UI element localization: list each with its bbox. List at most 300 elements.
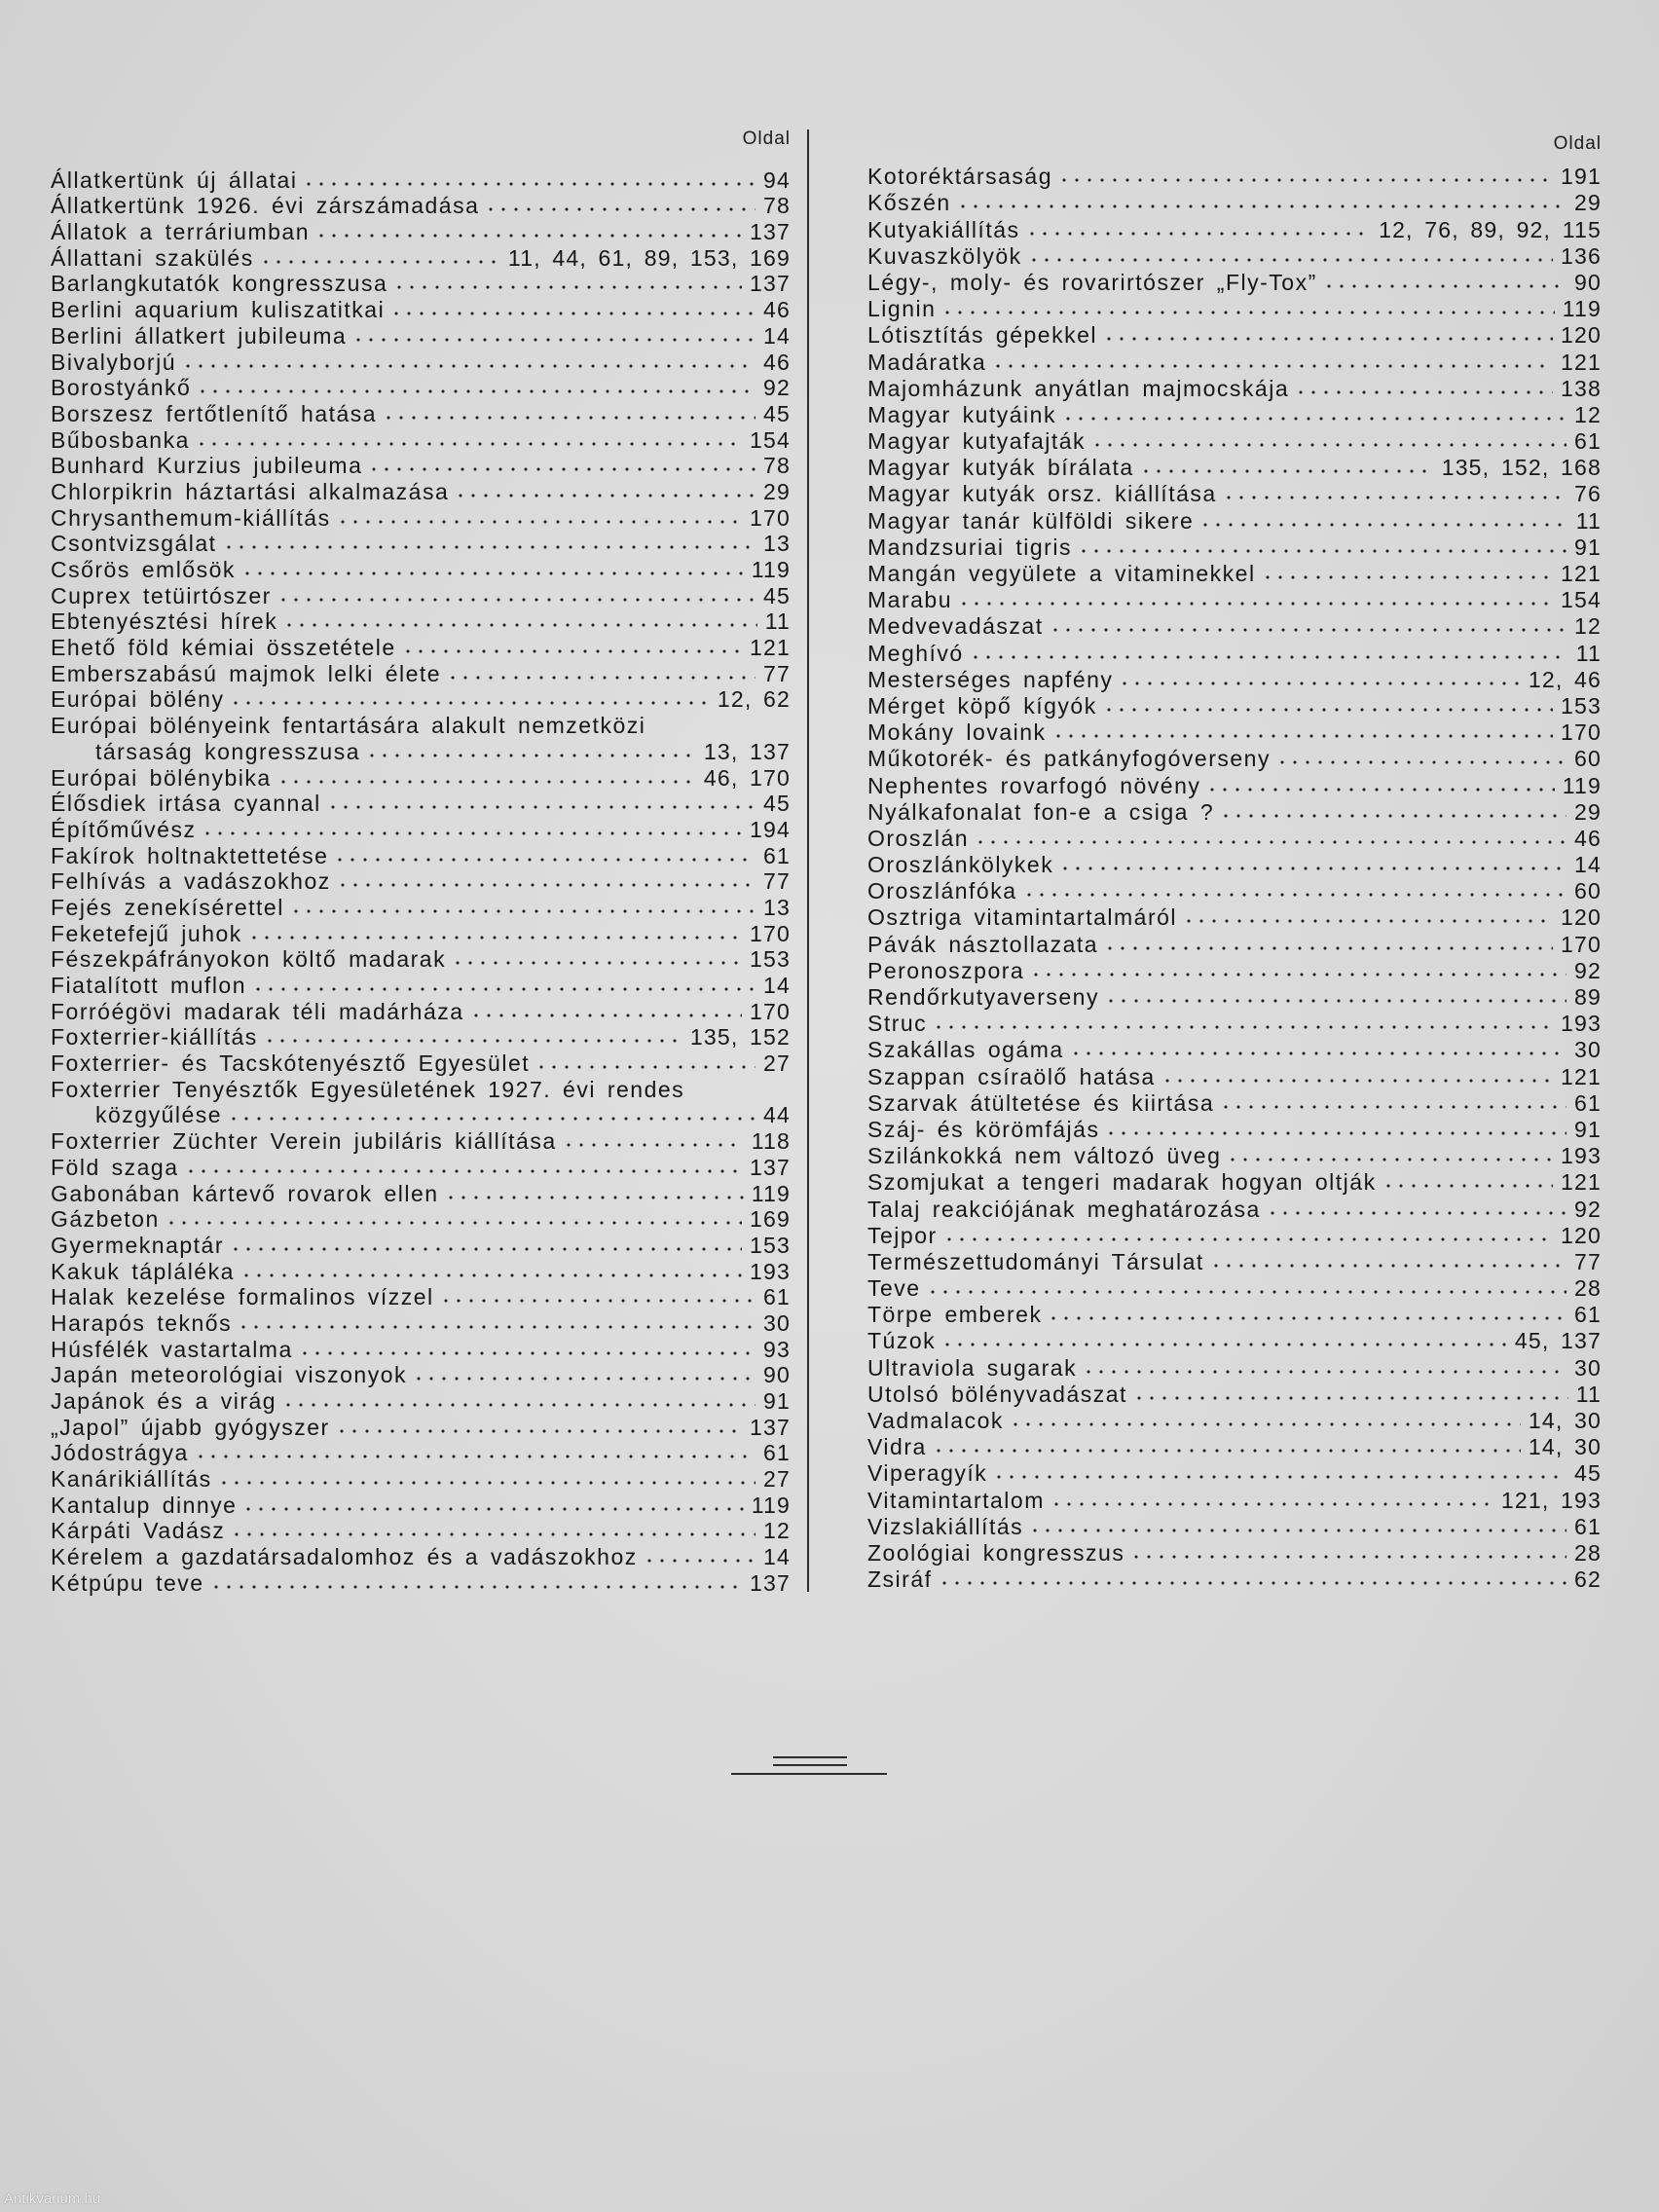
index-entry (51, 218, 791, 244)
entry-pages: 46, 170 (703, 764, 791, 791)
entry-title: Kárpáti Vadász (51, 1518, 226, 1544)
entry-title: Halak kezelése formalinos vízzel (51, 1284, 434, 1310)
entry-title: Bivalyborjú (51, 349, 176, 375)
entry-pages: 77 (1574, 1248, 1602, 1274)
dot-leader (1137, 1396, 1568, 1400)
index-entry (51, 1569, 791, 1596)
dot-leader (303, 1351, 756, 1355)
entry-pages: 14, 30 (1528, 1408, 1602, 1433)
entry-title: Föld szaga (51, 1154, 179, 1180)
entry-title: Szakállas ogáma (867, 1037, 1064, 1063)
entry-title: Lignin (867, 296, 937, 322)
entry-pages: 194 (750, 816, 791, 842)
entry-title: Felhívás a vadászokhoz (51, 868, 331, 895)
index-entry (51, 1076, 791, 1102)
dot-leader (647, 1559, 756, 1563)
index-entry (867, 1248, 1602, 1274)
entry-title: Harapós teknős (51, 1309, 233, 1336)
entry-pages: 14 (763, 973, 791, 998)
dot-leader (942, 1581, 1567, 1585)
entry-pages: 135, 152, 168 (1441, 455, 1602, 481)
watermark: Antikvárium.hu (4, 2191, 101, 2207)
index-entry (51, 1206, 791, 1233)
entry-pages: 61 (1574, 1513, 1602, 1539)
dot-leader (1109, 999, 1567, 1003)
dot-leader (199, 1455, 756, 1458)
index-entry (51, 426, 791, 453)
entry-pages: 12, 62 (717, 686, 791, 713)
entry-title: Európai bölény (51, 686, 225, 713)
index-entry (51, 1050, 791, 1076)
index-entry (867, 1407, 1602, 1433)
entry-pages: 61 (1574, 1302, 1602, 1328)
entry-title: Gázbeton (51, 1206, 160, 1233)
index-entry (867, 454, 1602, 480)
entry-pages: 61 (763, 1284, 791, 1310)
index-entry (867, 1274, 1602, 1301)
dot-leader (1224, 814, 1567, 818)
dot-leader (244, 1273, 742, 1277)
entry-title: Légy-, moly- és rovarirtószer „Fly-Tox” (867, 269, 1317, 295)
entry-pages: 46 (763, 349, 791, 375)
dot-leader (1134, 1555, 1567, 1559)
entry-title: Forróégövi madarak téli madárháza (51, 998, 464, 1024)
entry-pages: 153 (750, 1232, 791, 1258)
index-entry (51, 816, 791, 842)
entry-title: Berlini aquarium kuliszatitkai (51, 297, 386, 323)
dot-leader (370, 754, 696, 757)
entry-title: Teve (867, 1275, 921, 1302)
dot-leader (937, 1449, 1521, 1453)
entry-pages: 60 (1574, 878, 1602, 904)
entry-pages: 119 (751, 1492, 791, 1518)
entry-pages: 154 (750, 426, 791, 453)
entry-pages: 77 (763, 660, 791, 686)
index-entry (51, 1414, 791, 1440)
index-entry (867, 1010, 1602, 1036)
entry-title: Magyar kutyák bírálata (867, 455, 1134, 481)
index-entry (51, 322, 791, 349)
index-entry (51, 400, 791, 426)
index-entry (867, 983, 1602, 1010)
dot-leader (474, 1014, 742, 1017)
entry-pages: 61 (1574, 1089, 1602, 1116)
dot-leader (1027, 893, 1567, 897)
entry-pages: 92 (1574, 1196, 1602, 1222)
dot-leader (974, 655, 1568, 659)
entry-title: Kuvaszkölyök (867, 242, 1022, 269)
dot-leader (1034, 973, 1567, 977)
dot-leader (319, 234, 742, 238)
entry-title: Japán meteorológiai viszonyok (51, 1362, 408, 1388)
entry-title: Fejés zenekísérettel (51, 894, 284, 920)
entry-title: Vidra (867, 1434, 927, 1460)
entry-title: Peronoszpora (867, 957, 1025, 983)
index-entry (51, 1309, 791, 1336)
index-entry (867, 534, 1602, 560)
entry-title: „Japol” újabb gyógyszer (51, 1414, 330, 1440)
dot-leader (456, 961, 742, 965)
index-entry (51, 1180, 791, 1206)
dot-leader (394, 312, 756, 315)
index-entry (867, 851, 1602, 877)
entry-title: Kotoréktársaság (867, 164, 1052, 190)
index-entry (867, 1062, 1602, 1088)
dot-leader (372, 467, 756, 471)
index-entry (867, 1539, 1602, 1566)
index-entry (867, 825, 1602, 851)
entry-title: Szilánkokká nem változó üveg (867, 1143, 1222, 1169)
entry-title: Túzok (867, 1328, 937, 1354)
dot-leader (307, 182, 756, 186)
index-entry (51, 946, 791, 973)
entry-title-continuation: társaság kongresszusa (95, 738, 361, 764)
entry-pages: 119 (751, 557, 791, 582)
dot-leader (945, 311, 1554, 314)
dot-leader (1107, 337, 1553, 341)
entry-title: Oroszlánkölykek (867, 852, 1054, 878)
entry-pages: 135, 152 (689, 1024, 791, 1051)
entry-title: Gabonában kártevő rovarok ellen (51, 1180, 439, 1206)
entry-title: Japánok és a virág (51, 1388, 277, 1414)
index-entry (51, 296, 791, 322)
dot-leader (340, 1429, 742, 1433)
index-entry (867, 321, 1602, 348)
dot-leader (1386, 1184, 1553, 1188)
dot-leader (1051, 1316, 1567, 1320)
dot-leader (1144, 469, 1434, 473)
entry-title: Vitamintartalom (867, 1487, 1045, 1513)
dot-leader (189, 1169, 743, 1173)
entry-pages: 121, 193 (1500, 1487, 1602, 1513)
entry-title: Kőszén (867, 190, 951, 216)
index-entry (867, 639, 1602, 665)
index-entry (51, 920, 791, 946)
entry-title: Természettudományi Társulat (867, 1248, 1204, 1274)
entry-title: Kantalup dinnye (51, 1492, 238, 1518)
entry-title: Pávák násztollazata (867, 931, 1099, 957)
entry-title: Mérget köpő kígyók (867, 692, 1097, 719)
index-entry (51, 1387, 791, 1414)
dot-leader (1187, 919, 1553, 923)
left-index-column (51, 166, 791, 1596)
dot-leader (341, 520, 742, 524)
entry-title: Majomházunk anyátlan majmocskája (867, 375, 1290, 401)
dot-leader (245, 571, 744, 575)
index-entry (867, 692, 1602, 719)
index-entry (51, 1336, 791, 1362)
entry-pages: 13, 137 (703, 738, 791, 764)
index-entry (51, 1127, 791, 1154)
index-entry (51, 244, 791, 271)
entry-title: Oroszlánfóka (867, 878, 1017, 904)
dot-leader (252, 936, 742, 940)
index-entry (867, 771, 1602, 797)
index-entry (867, 1513, 1602, 1539)
entry-pages: 11 (1575, 507, 1602, 534)
dot-leader (1108, 946, 1553, 950)
index-entry (867, 375, 1602, 401)
entry-title: Nephentes rovarfogó növény (867, 772, 1201, 798)
dot-leader (227, 545, 756, 549)
entry-pages: 13 (763, 894, 791, 920)
dot-leader (397, 285, 742, 289)
entry-title: Magyar kutyáink (867, 401, 1056, 427)
dot-leader (1271, 1211, 1567, 1215)
index-entry (51, 894, 791, 920)
index-entry (867, 745, 1602, 771)
entry-pages: 92 (1574, 957, 1602, 983)
index-entry (867, 401, 1602, 427)
index-entry (867, 1142, 1602, 1168)
entry-pages: 77 (763, 868, 791, 895)
index-entry (867, 1168, 1602, 1195)
entry-pages: 45 (763, 582, 791, 608)
entry-title: Zsiráf (867, 1567, 933, 1593)
dot-leader (287, 623, 757, 627)
dot-leader (451, 676, 756, 680)
index-entry (867, 877, 1602, 903)
entry-title: Bűbosbanka (51, 426, 190, 453)
entry-title: Marabu (867, 587, 952, 613)
dot-leader (232, 1117, 756, 1121)
entry-pages: 119 (1562, 772, 1602, 798)
dot-leader (1063, 866, 1567, 870)
entry-title: Tejpor (867, 1222, 938, 1248)
dot-leader (387, 416, 756, 420)
entry-pages: 46 (1574, 825, 1602, 851)
index-entry (867, 586, 1602, 612)
index-entry (51, 504, 791, 531)
entry-title: Mokány lovaink (867, 719, 1047, 746)
entry-title: Madáratka (867, 349, 987, 375)
entry-pages: 170 (750, 998, 791, 1024)
entry-pages: 13 (763, 531, 791, 557)
entry-pages: 11 (764, 608, 791, 635)
entry-pages: 45 (763, 400, 791, 426)
index-entry (867, 506, 1602, 533)
entry-title: Kakuk tápláléka (51, 1258, 235, 1284)
index-entry (867, 480, 1602, 506)
dot-leader (256, 987, 756, 991)
dot-leader (331, 805, 756, 809)
entry-pages: 12 (1574, 613, 1602, 640)
entry-title: Kérelem a gazdatársadalomhoz és a vadászokhoz (51, 1544, 638, 1570)
entry-pages: 29 (1574, 798, 1602, 825)
index-entry-continuation (51, 1102, 791, 1128)
dot-leader (1224, 1105, 1567, 1109)
index-entry (867, 560, 1602, 586)
index-entry (51, 271, 791, 297)
ornamental-rule (731, 1754, 887, 1778)
index-entry (867, 215, 1602, 241)
entry-title: Mesterséges napfény (867, 666, 1114, 692)
index-entry (51, 608, 791, 635)
dot-leader (281, 780, 696, 784)
dot-leader (356, 338, 756, 342)
dot-leader (214, 1585, 742, 1589)
entry-pages: 61 (1574, 428, 1602, 455)
index-entry (867, 612, 1602, 639)
entry-title: Vadmalacok (867, 1408, 1004, 1433)
entry-title: Szomjukat a tengeri madarak hogyan oltják (867, 1169, 1377, 1196)
entry-pages: 60 (1574, 746, 1602, 772)
entry-title: Állatkertünk 1926. évi zárszámadása (51, 193, 480, 219)
index-entry (51, 972, 791, 998)
entry-title: Zoológiai kongresszus (867, 1539, 1125, 1566)
entry-title: Foxterrier Tenyésztők Egyesületének 1927. évi rendes (51, 1076, 685, 1102)
entry-pages: 169 (750, 1206, 791, 1233)
index-entry (51, 634, 791, 660)
entry-pages: 93 (763, 1336, 791, 1362)
dot-leader (246, 1507, 743, 1511)
entry-title: Lótisztítás gépekkel (867, 322, 1098, 349)
entry-title: Meghívó (867, 640, 964, 666)
dot-leader (200, 442, 742, 446)
entry-title: Építőművész (51, 816, 197, 842)
entry-pages: 121 (750, 635, 791, 661)
dot-leader (205, 831, 742, 835)
entry-pages: 14 (1574, 852, 1602, 878)
dot-leader (169, 1221, 742, 1225)
ornament-line-short-middle (773, 1764, 847, 1766)
entry-title: Csőrös emlősök (51, 557, 236, 582)
dot-leader (539, 1065, 756, 1069)
index-entry (867, 1089, 1602, 1116)
entry-title: Törpe emberek (867, 1302, 1043, 1328)
entry-pages: 119 (1562, 296, 1602, 322)
index-entry (867, 1433, 1602, 1459)
entry-title: Húsfélék vastartalma (51, 1336, 293, 1362)
dot-leader (996, 364, 1553, 368)
entry-pages: 91 (1574, 1116, 1602, 1142)
entry-title: Állattani szakülés (51, 244, 254, 271)
right-index-column (867, 163, 1602, 1592)
index-entry (51, 375, 791, 401)
dot-leader (1056, 734, 1553, 738)
dot-leader (1266, 575, 1553, 579)
right-page-column-header: Oldal (1553, 133, 1602, 154)
entry-pages: 14 (763, 1544, 791, 1570)
entry-title: Ehető föld kémiai összetétele (51, 635, 396, 661)
entry-pages: 61 (763, 842, 791, 868)
dot-leader (234, 1247, 742, 1251)
index-entry (51, 1440, 791, 1466)
dot-leader (961, 204, 1567, 208)
entry-pages: 29 (763, 478, 791, 504)
dot-leader (1165, 1079, 1553, 1083)
entry-pages: 137 (750, 1154, 791, 1180)
entry-pages: 45, 137 (1514, 1328, 1602, 1354)
entry-title: Állatkertünk új állatai (51, 166, 298, 193)
entry-pages: 170 (1561, 931, 1602, 957)
index-entry (867, 1566, 1602, 1592)
entry-title: Ebtenyésztési hírek (51, 608, 278, 635)
dot-leader (1082, 549, 1567, 553)
entry-title: Osztriga vitamintartalmáról (867, 904, 1178, 931)
index-entry (51, 1024, 791, 1051)
entry-title: Magyar tanár külföldi sikere (867, 507, 1195, 534)
index-entry (867, 348, 1602, 374)
entry-title: Foxterrier Züchter Verein jubiláris kiállítása (51, 1128, 557, 1155)
dot-leader (1030, 232, 1372, 236)
entry-pages: 153 (750, 946, 791, 973)
left-page-column-header: Oldal (742, 129, 791, 149)
entry-pages: 92 (763, 375, 791, 401)
entry-pages: 193 (750, 1258, 791, 1284)
entry-pages: 91 (1574, 534, 1602, 560)
entry-pages: 45 (1574, 1460, 1602, 1487)
entry-pages: 30 (763, 1309, 791, 1336)
dot-leader (937, 1025, 1553, 1029)
dot-leader (268, 1039, 682, 1043)
index-entry (867, 957, 1602, 983)
index-entry (51, 660, 791, 686)
index-entry (867, 798, 1602, 825)
entry-title: Száj- és körömfájás (867, 1116, 1100, 1142)
index-entry (51, 764, 791, 791)
entry-pages: 44 (763, 1102, 791, 1128)
entry-title: Európai bölénybika (51, 764, 272, 791)
entry-pages: 28 (1574, 1539, 1602, 1566)
entry-title: Fiatalított muflon (51, 973, 247, 998)
index-entry (51, 349, 791, 375)
dot-leader (1053, 628, 1567, 632)
entry-title: Cuprex tetüirtószer (51, 582, 272, 608)
index-entry (867, 242, 1602, 269)
dot-leader (459, 494, 756, 498)
entry-pages: 27 (763, 1051, 791, 1077)
entry-title: Medvevadászat (867, 613, 1044, 640)
index-entry (867, 1036, 1602, 1062)
dot-leader (1299, 390, 1553, 394)
entry-pages: 120 (1561, 322, 1602, 349)
entry-pages: 90 (1574, 269, 1602, 295)
dot-leader (338, 858, 756, 862)
index-entry (867, 1195, 1602, 1221)
entry-pages: 76 (1574, 481, 1602, 507)
dot-leader (449, 1196, 744, 1199)
entry-title: Állatok a terráriumban (51, 219, 310, 245)
entry-pages: 29 (1574, 190, 1602, 216)
entry-title: Oroszlán (867, 825, 970, 851)
entry-pages: 120 (1561, 1222, 1602, 1248)
index-entry (51, 686, 791, 713)
entry-title: Műkotorék- és patkányfogóverseny (867, 746, 1271, 772)
dot-leader (1210, 788, 1554, 792)
entry-pages: 30 (1574, 1354, 1602, 1381)
index-entry (51, 166, 791, 193)
entry-pages: 11 (1575, 640, 1602, 666)
index-entry (51, 1518, 791, 1544)
entry-pages: 46 (763, 297, 791, 323)
column-divider (807, 129, 809, 1592)
index-entry (867, 295, 1602, 321)
dot-leader (281, 598, 756, 602)
entry-title: Élősdiek irtása cyannal (51, 791, 321, 817)
entry-title: Struc (867, 1011, 928, 1037)
entry-title: Kanárikiállítás (51, 1466, 212, 1493)
entry-title: Utolsó bölényvadászat (867, 1381, 1127, 1407)
dot-leader (1123, 682, 1520, 685)
index-entry (51, 998, 791, 1024)
dot-leader (341, 883, 756, 887)
entry-pages: 91 (763, 1388, 791, 1414)
dot-leader (235, 1532, 756, 1536)
index-entry (867, 930, 1602, 956)
index-entry (867, 1353, 1602, 1380)
entry-pages: 121 (1561, 1169, 1602, 1196)
